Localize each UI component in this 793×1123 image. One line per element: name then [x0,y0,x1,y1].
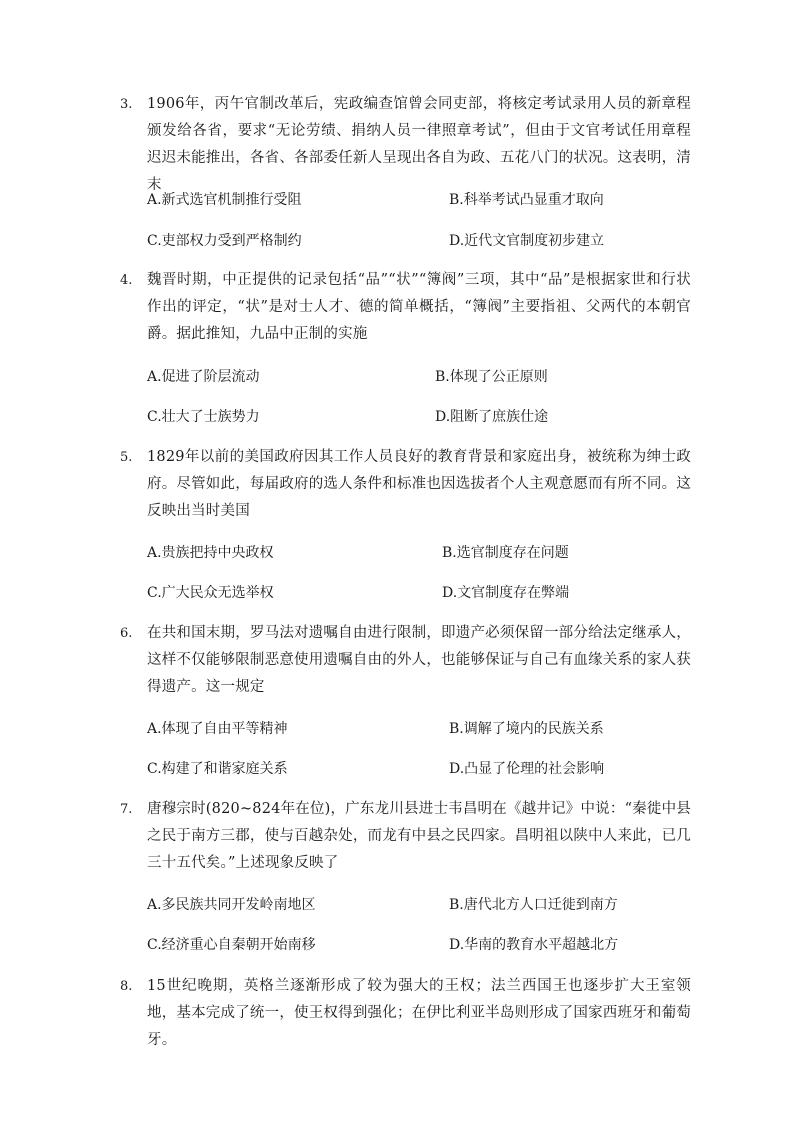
option-b[interactable]: B.科举考试凸显重才取向 [449,192,604,208]
option-b[interactable]: B.调解了境内的民族关系 [449,721,604,737]
option-c[interactable]: C.经济重心自秦朝开始南移 [147,937,316,953]
question-number: 5. [120,450,133,465]
option-d[interactable]: D.文官制度存在弊端 [442,585,570,601]
option-d[interactable]: D.近代文官制度初步建立 [449,233,605,249]
question-number: 7. [120,802,133,817]
question-number: 8. [120,979,133,994]
question-stem: 15世纪晚期，英格兰逐渐形成了较为强大的王权；法兰西国王也逐步扩大王室领地，基本完成了统一，使王权得到强化；在伊比利亚半岛则形成了国家西班牙和葡萄牙。 [147,978,691,1048]
question-stem: 1906年，丙午官制改革后，宪政编查馆曾会同吏部，将核定考试录用人员的新章程颁发给各省，要求“无论劳绩、捐纳人员一律照章考试”，但由于文官考试任用章程迟迟未能推出，各省、各部委任新人呈现出各自为政、五花八门的状况。这表明，清末 [147,96,691,193]
question-number: 4. [120,273,133,288]
question-stem: 魏晋时期，中正提供的记录包括“品”“状”“簿阀”三项，其中“品”是根据家世和行状作出的评定，“状”是对士人才、德的简单概括，“簿阀”主要指祖、父两代的本朝官爵。据此推知，九品中正制的实施 [147,272,691,342]
option-c[interactable]: C.吏部权力受到严格制约 [147,233,302,249]
question-number: 6. [120,626,133,641]
option-a[interactable]: A.促进了阶层流动 [147,369,260,385]
question-number: 3. [120,97,133,112]
question-stem: 1829年以前的美国政府因其工作人员良好的教育背景和家庭出身，被统称为绅士政府。尽管如此，每届政府的选人条件和标准也因选拔者个人主观意愿而有所不同。这反映出当时美国 [147,449,691,519]
option-b[interactable]: B.体现了公正原则 [435,369,548,385]
option-c[interactable]: C.广大民众无选举权 [147,585,274,601]
option-b[interactable]: B.选官制度存在问题 [442,545,569,561]
option-a[interactable]: A.贵族把持中央政权 [147,545,274,561]
option-d[interactable]: D.凸显了伦理的社会影响 [449,761,605,777]
option-d[interactable]: D.华南的教育水平超越北方 [449,937,619,953]
option-a[interactable]: A.新式选官机制推行受阻 [147,192,302,208]
option-c[interactable]: C.构建了和谐家庭关系 [147,761,288,777]
option-c[interactable]: C.壮大了士族势力 [147,409,260,425]
option-d[interactable]: D.阻断了庶族仕途 [435,409,549,425]
option-a[interactable]: A.多民族共同开发岭南地区 [147,897,316,913]
option-a[interactable]: A.体现了自由平等精神 [147,721,288,737]
question-stem: 在共和国末期，罗马法对遗嘱自由进行限制，即遗产必须保留一部分给法定继承人，这样不仅能够限制恶意使用遗嘱自由的外人，也能够保证与自己有血缘关系的家人获得遗产。这一规定 [147,625,691,695]
option-b[interactable]: B.唐代北方人口迁徙到南方 [449,897,618,913]
question-stem: 唐穆宗时(820~824年在位)，广东龙川县进士韦昌明在《越井记》中说：“秦徙中县之民于南方三郡，使与百越杂处，而龙有中县之民四家。昌明祖以陕中人来此，已几三十五代矣。”上述现象反映了 [147,801,691,871]
